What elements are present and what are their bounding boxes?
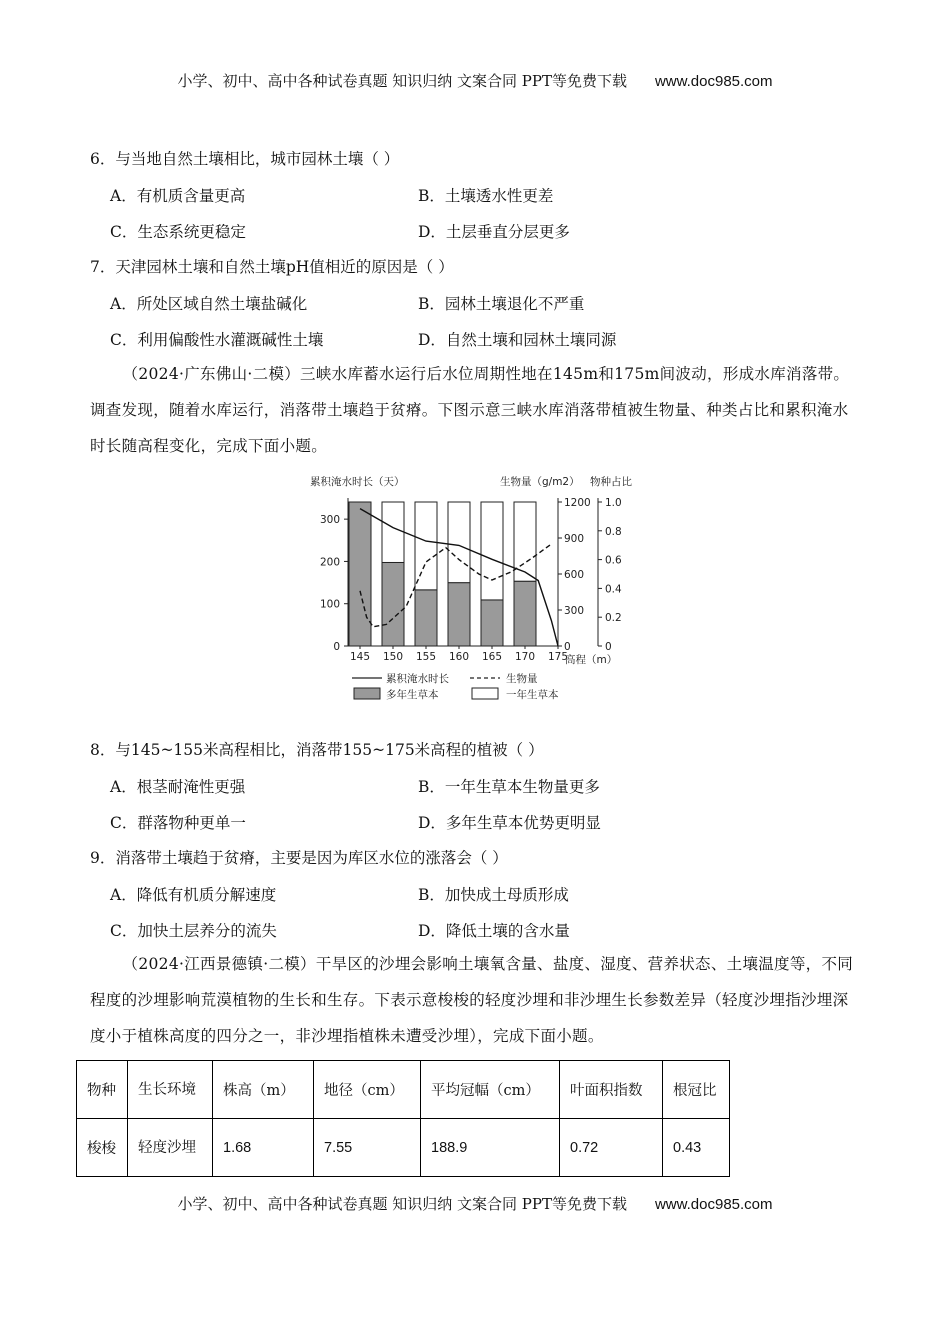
bar-annual [382, 502, 404, 562]
y-left-axis-label: 累积淹水时长（天） [310, 476, 405, 488]
table-row [77, 1119, 730, 1177]
bar-annual [415, 502, 437, 590]
q7-option-a[interactable]: A．所处区域自然土壤盐碱化 [110, 295, 308, 313]
bar-perennial [349, 502, 371, 646]
q6-option-c[interactable]: C．生态系统更稳定 [110, 223, 246, 241]
table-cell: 188.9 [421, 1119, 560, 1177]
passage-2: （2024·江西景德镇·二模）干旱区的沙埋会影响土壤氧含量、盐度、湿度、营养状态、土壤温度等，不同程度的沙埋影响荒漠植物的生长和生存。下表示意梭梭的轻度沙埋和非沙埋生长参数差异（轻度沙埋指沙埋深度小于植株高度的四分之一，非沙埋指植株未遭受沙埋），完成下面小题。 [90, 955, 854, 1045]
bar-perennial [415, 590, 437, 646]
x-tick-label: 145 [349, 651, 371, 663]
page-header [0, 70, 950, 91]
bar-perennial [382, 562, 404, 646]
bar-annual [448, 502, 470, 583]
q7-option-d[interactable]: D．自然土壤和园林土壤同源 [418, 331, 617, 349]
legend-swatch-perennial [354, 688, 380, 699]
y-mid-tick-label: 900 [564, 533, 585, 545]
y-mid-tick-label: 600 [564, 569, 585, 581]
q7-option-b[interactable]: B．园林土壤退化不严重 [418, 295, 585, 313]
y-left-tick-label: 0 [333, 641, 340, 653]
table-cell: 0.43 [663, 1119, 730, 1177]
elevation-chart [300, 470, 660, 710]
legend-annual: 一年生草本 [506, 689, 559, 701]
bar-perennial [481, 600, 503, 646]
passage-1: （2024·广东佛山·二模）三峡水库蓄水运行后水位周期性地在145m和175m间波动，形成水库消落带。调查发现，随着水库运行，消落带土壤趋于贫瘠。下图示意三峡水库消落带植被生物量、种类占比和累积淹水时长随高程变化，完成下面小题。 [90, 365, 850, 455]
x-tick-label: 150 [382, 651, 404, 663]
y-left-tick-label: 200 [319, 556, 340, 569]
growth-parameter-table [76, 1060, 730, 1177]
header-site-link[interactable]: www.doc985.com [654, 73, 773, 90]
q7-stem: 7．天津园林土壤和自然土壤pH值相近的原因是（ ） [90, 258, 454, 276]
x-tick-label: 170 [514, 651, 536, 663]
q6-option-b[interactable]: B．土壤透水性更差 [418, 187, 554, 205]
y-left-tick-label: 100 [319, 598, 340, 611]
q9-stem: 9．消落带土壤趋于贫瘠，主要是因为库区水位的涨落会（ ） [90, 849, 508, 867]
bar-perennial [448, 583, 470, 646]
x-tick-label: 175 [547, 651, 569, 663]
y-right-tick-label: 1.0 [605, 497, 622, 509]
y-right-tick-label: 0 [605, 641, 612, 653]
table-cell: 7.55 [314, 1119, 421, 1177]
table-cell: 1.68 [213, 1119, 314, 1177]
table-header-cell: 根冠比 [663, 1061, 730, 1119]
q8-option-d[interactable]: D．多年生草本优势更明显 [418, 814, 601, 832]
footer-site-link[interactable]: www.doc985.com [654, 1196, 773, 1213]
q6-option-a[interactable]: A．有机质含量更高 [110, 187, 246, 205]
table-header-cell: 平均冠幅（cm） [421, 1061, 560, 1119]
y-left-tick-label: 300 [319, 514, 340, 527]
legend-perennial: 多年生草本 [386, 689, 439, 701]
y-mid-tick-label: 300 [564, 605, 585, 617]
x-tick-label: 160 [448, 651, 470, 663]
table-header-cell: 生长环境 [128, 1061, 213, 1119]
table-header-cell: 叶面积指数 [560, 1061, 663, 1119]
footer-text: 小学、初中、高中各种试卷真题 知识归纳 文案合同 PPT等免费下载 [177, 1195, 627, 1213]
table-header-row [77, 1061, 730, 1119]
q9-option-a[interactable]: A．降低有机质分解速度 [110, 886, 277, 904]
y-right-axis-label: 物种占比 [590, 476, 632, 488]
legend-biomass: 生物量 [506, 673, 538, 685]
y-right-tick-label: 0.6 [605, 554, 622, 567]
table-header-cell: 株高（m） [213, 1061, 314, 1119]
q9-option-d[interactable]: D．降低土壤的含水量 [418, 922, 570, 940]
q8-option-a[interactable]: A．根茎耐淹性更强 [110, 778, 246, 796]
y-mid-tick-label: 0 [564, 641, 571, 653]
y-right-tick-label: 0.4 [605, 583, 622, 596]
q8-stem: 8．与145~155米高程相比，消落带155~175米高程的植被（ ） [90, 741, 544, 759]
y-mid-tick-label: 1200 [564, 497, 591, 509]
y-right-tick-label: 0.2 [605, 612, 622, 625]
legend-swatch-annual [472, 688, 498, 699]
table-cell: 0.72 [560, 1119, 663, 1177]
q6-stem: 6．与当地自然土壤相比，城市园林土壤（ ） [90, 150, 400, 168]
y-right-tick-label: 0.8 [605, 525, 622, 538]
legend-flood: 累积淹水时长 [386, 673, 449, 685]
q9-option-c[interactable]: C．加快土层养分的流失 [110, 922, 277, 940]
table-cell: 轻度沙埋 [128, 1119, 213, 1177]
q7-option-c[interactable]: C．利用偏酸性水灌溉碱性土壤 [110, 331, 324, 349]
q6-option-d[interactable]: D．土层垂直分层更多 [418, 223, 570, 241]
table-header-cell: 物种 [77, 1061, 128, 1119]
table-header-cell: 地径（cm） [314, 1061, 421, 1119]
page-footer [0, 1193, 950, 1214]
bar-perennial [514, 581, 536, 646]
q9-option-b[interactable]: B．加快成土母质形成 [418, 886, 569, 904]
y-mid-axis-label: 生物量（g/m2） [500, 476, 580, 488]
table-cell: 梭梭 [77, 1119, 128, 1177]
q8-option-c[interactable]: C．群落物种更单一 [110, 814, 246, 832]
x-tick-label: 155 [415, 651, 437, 663]
x-axis-label: 高程（m） [565, 654, 618, 666]
bar-annual [481, 502, 503, 600]
x-tick-label: 165 [481, 651, 503, 663]
header-text: 小学、初中、高中各种试卷真题 知识归纳 文案合同 PPT等免费下载 [177, 72, 627, 90]
q8-option-b[interactable]: B．一年生草本生物量更多 [418, 778, 600, 796]
